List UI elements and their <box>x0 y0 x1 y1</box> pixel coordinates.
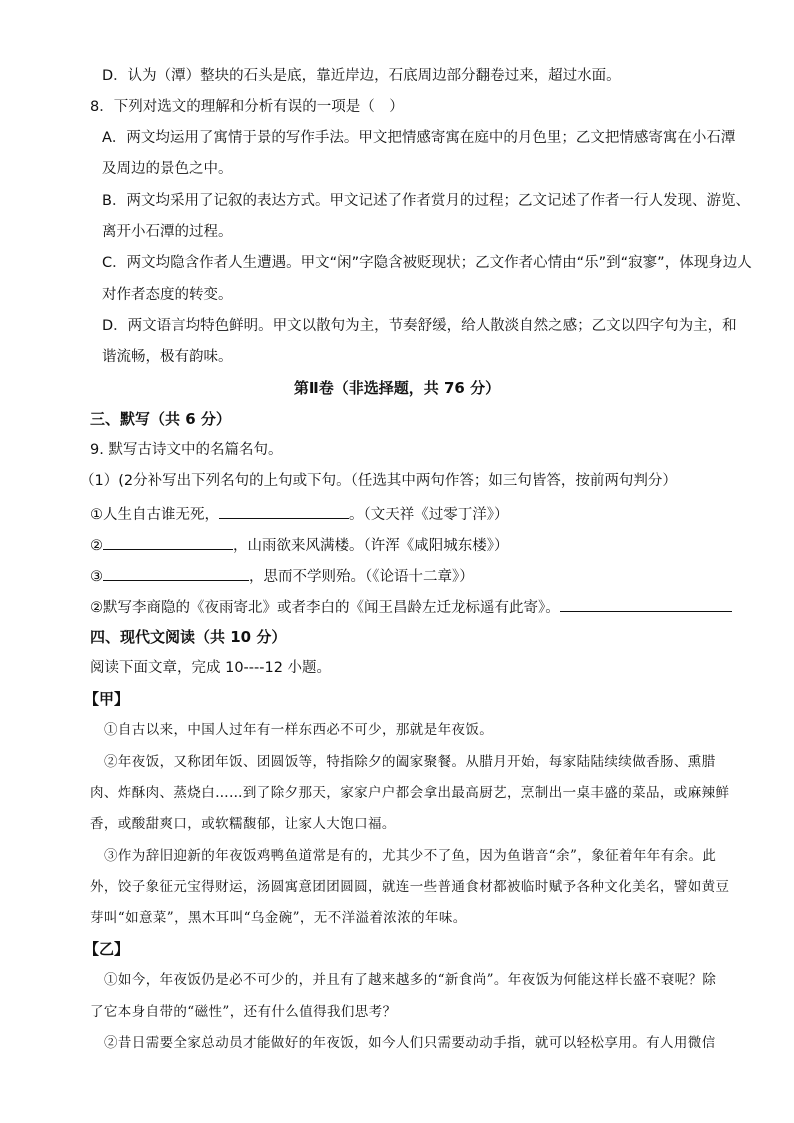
jia-paragraph-3-line1: ③作为辞旧迎新的年夜饭鸡鸭鱼道常是有的，尤其少不了鱼，因为鱼谐音“余”，象征着年年有余。此 <box>104 848 717 864</box>
q9-item4 <box>90 596 732 618</box>
passage-yi-label: 【乙】 <box>84 940 130 958</box>
q8-option-b-line2: 离开小石潭的过程。 <box>102 224 233 240</box>
q8-option-b-line1: B．两文均采用了记叙的表达方式。甲文记述了作者赏月的过程；乙文记述了作者一行人发现、游览、 <box>102 193 750 209</box>
jia-paragraph-3-line3: 芽叫“如意菜”，黑木耳叫“乌金碗”，无不洋溢着浓浓的年味。 <box>90 910 467 926</box>
q8-option-d-line1: D．两文语言均特色鲜明。甲文以散句为主，节奏舒缓，给人散淡自然之感；乙文以四字句为主，和 <box>102 318 737 334</box>
q9-item2-blank[interactable] <box>103 534 233 550</box>
q8-option-c-line1: C．两文均隐含作者人生遭遇。甲文“闲”字隐含被贬现状；乙文作者心情由“乐”到“寂寥”，体现身边人 <box>102 255 752 271</box>
q8-option-c-line2: 对作者态度的转变。 <box>102 287 233 303</box>
section4-intro: 阅读下面文章，完成 10----12 小题。 <box>90 660 332 676</box>
q9-item1 <box>90 503 509 525</box>
q9-item3-prefix: ③ <box>90 569 103 585</box>
q9-item3 <box>90 565 474 587</box>
q8-option-d-line2: 谐流畅，极有韵味。 <box>102 349 233 365</box>
q9-item1-prefix: ①人生自古谁无死， <box>90 507 219 523</box>
jia-paragraph-3-line2: 外，饺子象征元宝得财运，汤圆寓意团团圆圆，就连一些普通食材都被临时赋予各种文化美名，譬如黄豆 <box>90 879 730 895</box>
q9-item4-text: ②默写李商隐的《夜雨寄北》或者李白的《闻王昌龄左迁龙标遥有此寄》。 <box>90 600 560 616</box>
q9-item4-blank[interactable] <box>560 596 732 612</box>
section3-title: 三、默写（共 6 分） <box>90 410 231 428</box>
section4-title: 四、现代文阅读（共 10 分） <box>90 628 287 646</box>
q7-option-d: D．认为（潭）整块的石头是底，靠近岸边，石底周边部分翻卷过来，超过水面。 <box>102 68 621 84</box>
q9-sub1-instruction: （1）(2分补写出下列名句的上句或下句。（任选其中两句作答；如三句皆答，按前两句判分） <box>80 473 677 489</box>
q9-item3-blank[interactable] <box>103 565 249 581</box>
jia-paragraph-1: ①自古以来，中国人过年有一样东西必不可少，那就是年夜饭。 <box>104 722 494 738</box>
part2-title: 第Ⅱ卷（非选择题，共 76 分） <box>293 379 501 397</box>
q9-stem: 9. 默写古诗文中的名篇名句。 <box>90 442 283 458</box>
jia-paragraph-2-line3: 香，或酸甜爽口，或软糯馥郁，让家人大饱口福。 <box>90 816 396 832</box>
q9-item2 <box>90 534 509 556</box>
yi-paragraph-1-line2: 了它本身自带的“磁性”，还有什么值得我们思考？ <box>90 1004 397 1020</box>
yi-paragraph-1-line1: ①如今，年夜饭仍是必不可少的，并且有了越来越多的“新食尚”。年夜饭为何能这样长盛不衰呢？除 <box>104 972 717 988</box>
q9-item1-blank[interactable] <box>219 503 349 519</box>
q9-item3-suffix: ，思而不学则殆。（《论语十二章》） <box>249 569 474 585</box>
q9-item1-suffix: 。（文天祥《过零丁洋》） <box>349 507 509 523</box>
jia-paragraph-2-line1: ②年夜饭，又称团年饭、团圆饭等，特指除夕的阖家聚餐。从腊月开始，每家陆陆续续做香肠、熏腊 <box>104 754 716 770</box>
q8-option-a-line2: 及周边的景色之中。 <box>102 161 233 177</box>
passage-jia-label: 【甲】 <box>84 690 130 708</box>
q9-item2-suffix: ，山雨欲来风满楼。（许浑《咸阳城东楼》） <box>233 538 509 554</box>
q9-item2-prefix: ② <box>90 538 103 554</box>
q8-option-a-line1: A．两文均运用了寓情于景的写作手法。甲文把情感寄寓在庭中的月色里；乙文把情感寄寓在小石潭 <box>102 130 736 146</box>
jia-paragraph-2-line2: 肉、炸酥肉、蒸烧白……到了除夕那天，家家户户都会拿出最高厨艺，烹制出一桌丰盛的菜品，或麻辣鲜 <box>90 785 730 801</box>
yi-paragraph-2-line1: ②昔日需要全家总动员才能做好的年夜饭，如今人们只需要动动手指，就可以轻松享用。有人用微信 <box>104 1035 716 1051</box>
q8-stem: 8．下列对选文的理解和分析有误的一项是（ ） <box>90 99 404 115</box>
